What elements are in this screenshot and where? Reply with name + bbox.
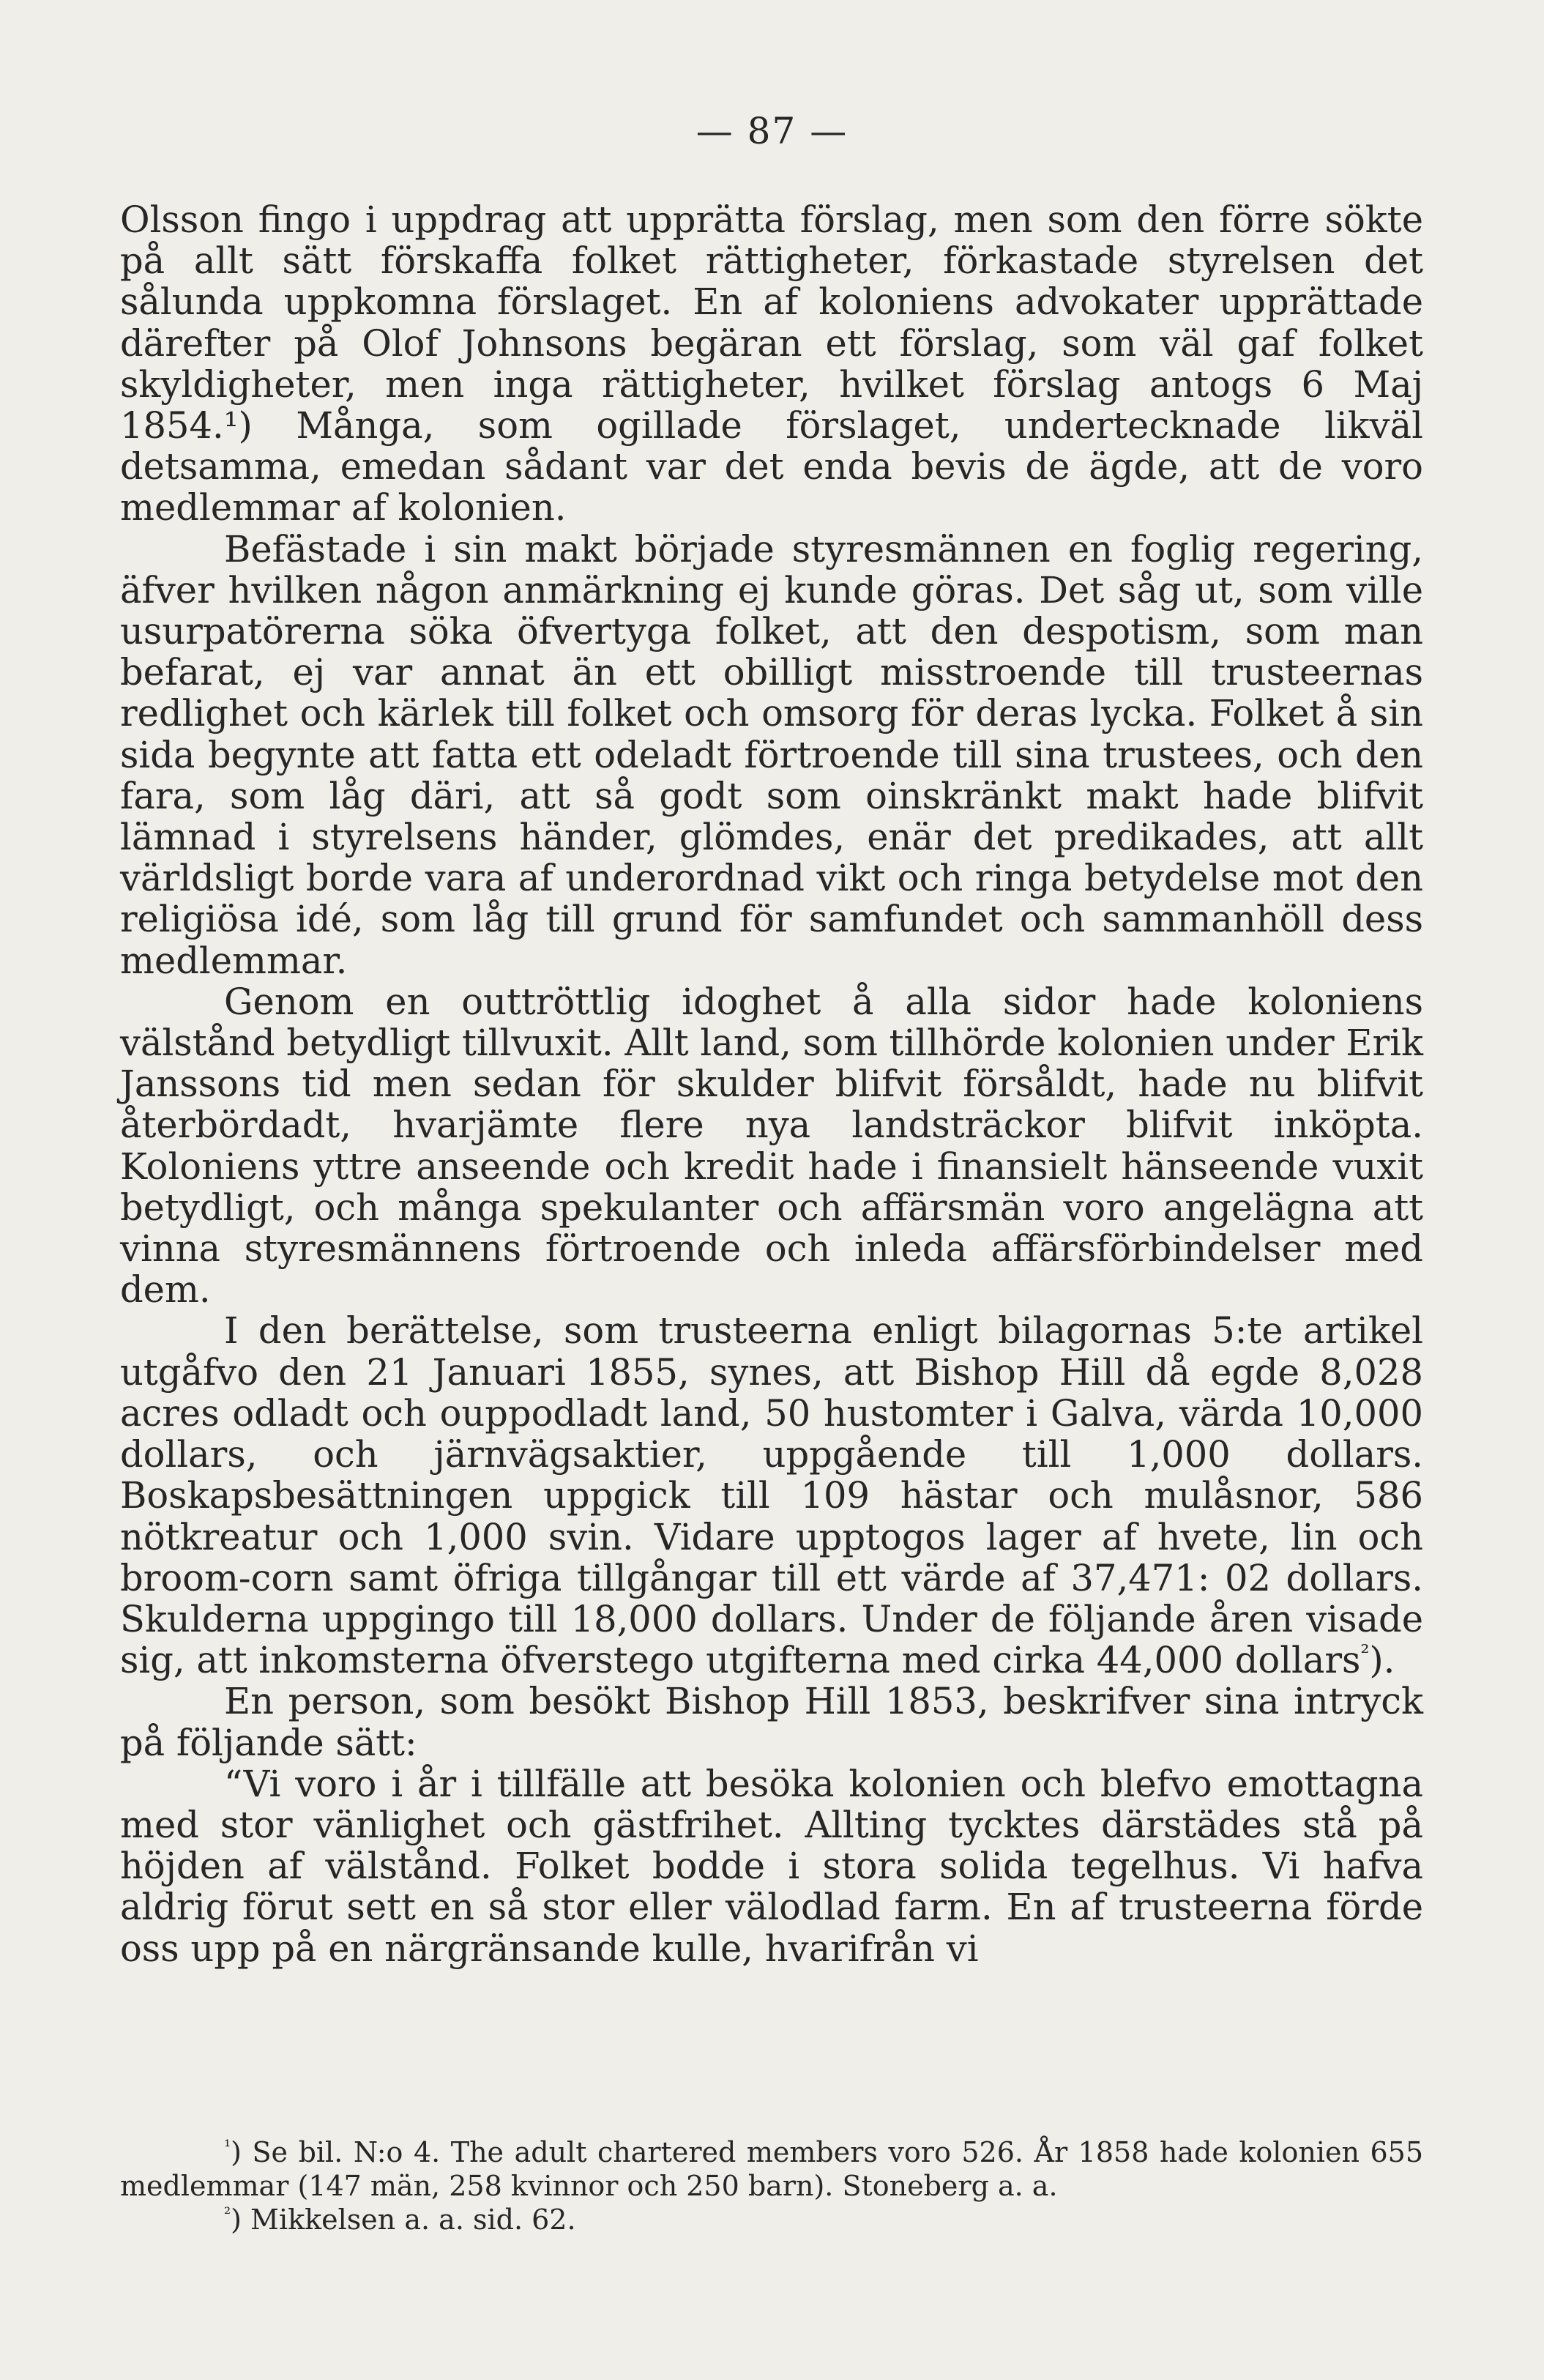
footnote-text: ) Se bil. N:o 4. The adult chartered members voro 526. År 1858 hade kolonien 655 medlemmar (147 män, 258 kvinnor och 250 barn). Stoneberg a. a. [120, 2136, 1423, 2202]
paragraph-text: I den berättelse, som trusteerna enligt bilagornas 5:te artikel utgåfvo den 21 Januari 1855, synes, att Bishop Hill då egde 8,028 acres odladt och ouppodladt land, 50 hustomter i Galva, värda 10,000 dollars, och järnvägsaktier, uppgående till 1,000 dollars. Boskapsbesättningen uppgick till 109 hästar och mulåsnor, 586 nötkreatur och 1,000 svin. Vidare upptogos lager af hvete, lin och broom-corn samt öfriga tillgångar till ett värde af 37,471: 02 dollars. Skulderna uppgingo till 18,000 dollars. Under de följande åren visade sig, att inkomsterna öfverstego utgifterna med cirka 44,000 dollars [120, 1309, 1423, 1682]
footnote-reference: ¹) [223, 404, 253, 447]
body-text [120, 199, 1423, 1969]
paragraph: En person, som besökt Bishop Hill 1853, beskrifver sina intryck på följande sätt: [120, 1680, 1423, 1764]
footnote [120, 2135, 1423, 2203]
paragraph: Befästade i sin makt började styresmännen en foglig regering, äfver hvilken någon anmärkning ej kunde göras. Det såg ut, som ville usurpatörerna söka öfvertyga folket, att den despotism, som man befarat, ej var annat än ett obilligt misstroende till trusteernas redlighet och kärlek till folket och omsorg för deras lycka. Folket å sin sida begynte att fatta ett odeladt förtroende till sina trustees, och den fara, som låg däri, att så godt som oinskränkt makt hade blifvit lämnad i styrelsens händer, glömdes, enär det predikades, att allt världsligt borde vara af underordnad vikt och ringa betydelse mot den religiösa idé, som låg till grund för samfundet och sammanhöll dess medlemmar. [120, 527, 1423, 982]
footnotes [120, 2135, 1423, 2236]
footnote [120, 2203, 1423, 2236]
footnote-mark: ² [224, 2204, 231, 2224]
page-number: — 87 — [695, 110, 849, 152]
paragraph [120, 1310, 1423, 1681]
paragraph: Genom en outtröttlig idoghet å alla sidor hade koloniens välstånd betydligt tillvuxit. Allt land, som tillhörde kolonien under Erik Janssons tid men sedan för skulder blifvit försåldt, hade nu blifvit återbördadt, hvarjämte flere nya landsträckor blifvit inköpta. Koloniens yttre anseende och kredit hade i finansielt hänseende vuxit betydligt, och många spekulanter och affärsmän voro angelägna att vinna styresmännens förtroende och inleda affärsförbindelser med dem. [120, 980, 1423, 1312]
footnote-mark: ¹ [224, 2137, 231, 2157]
paragraph-text: Många, som ogillade förslaget, undertecknade likväl detsamma, emedan sådant var det enda bevis de ägde, att de voro medlemmar af kolonien. [120, 404, 1423, 529]
footnote-text: ) Mikkelsen a. a. sid. 62. [231, 2204, 576, 2236]
paragraph [120, 199, 1423, 529]
paragraph-text: Olsson fingo i uppdrag att upprätta förslag, men som den förre sökte på allt sätt förskaffa folket rättigheter, förkastade styrelsen det sålunda uppkomna förslaget. En af koloniens advokater upprättade därefter på Olof Johnsons begäran ett förslag, som väl gaf folket skyldigheter, men inga rättigheter, hvilket förslag antogs 6 Maj 1854. [120, 198, 1423, 447]
paragraph: “Vi voro i år i tillfälle att besöka kolonien och blefvo emottagna med stor vänlighet och gästfrihet. Allting tycktes därstädes stå på höjden af välstånd. Folket bodde i stora solida tegelhus. Vi hafva aldrig förut sett en så stor eller välodlad farm. En af trusteerna förde oss upp på en närgränsande kulle, hvarifrån vi [120, 1762, 1423, 1970]
footnote-reference: ² [1360, 1640, 1370, 1666]
paragraph-text: ). [1369, 1639, 1395, 1682]
